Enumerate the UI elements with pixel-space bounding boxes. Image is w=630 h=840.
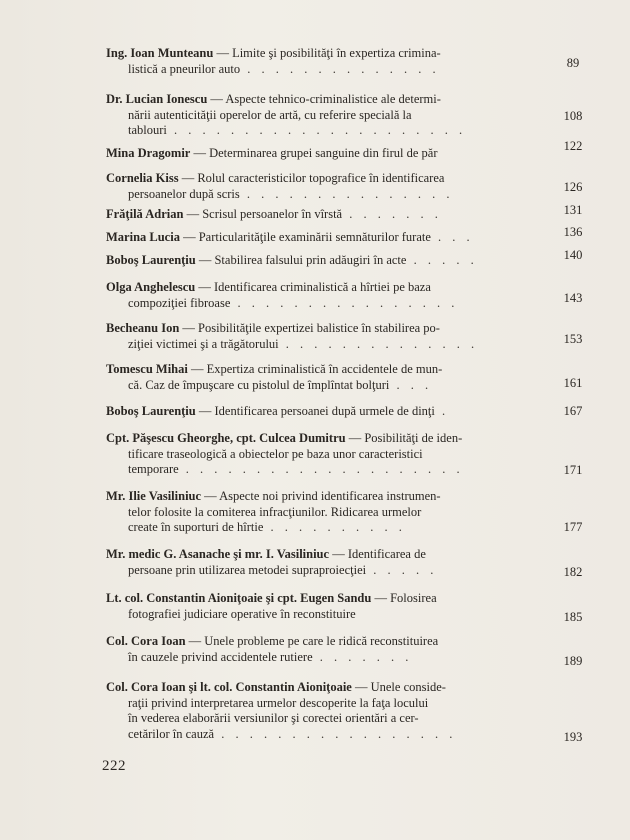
toc-author: Frăţilă Adrian xyxy=(106,207,184,221)
toc-title-line: cetărilor în cauză . . . . . . . . . . . . . . . . . xyxy=(128,726,457,741)
toc-entry: Frăţilă Adrian — Scrisul persoanelor în vîrstă . . . . . . . xyxy=(106,207,442,221)
toc-page-number: 161 xyxy=(563,376,583,390)
toc-entry xyxy=(106,321,546,352)
toc-author: Marina Lucia xyxy=(106,230,180,244)
toc-title-line: raţii privind interpretarea urmelor descoperite la faţa locului xyxy=(128,695,429,710)
toc-author: Olga Anghelescu xyxy=(106,280,196,294)
toc-entry xyxy=(106,362,546,393)
toc-page-number: 189 xyxy=(563,654,583,668)
toc-page-number: 182 xyxy=(563,565,583,579)
toc-title-line: — Determinarea grupei sanguine din firul de păr xyxy=(190,146,438,160)
toc-author: Becheanu Ion xyxy=(106,321,180,335)
toc-page-number: 143 xyxy=(563,291,583,305)
toc-title-line: — Posibilităţi de iden- xyxy=(345,431,463,445)
toc-title-line: — Limite şi posibilităţi în expertiza crimina- xyxy=(213,46,441,60)
toc-title-line: temporare . . . . . . . . . . . . . . . . . . . . xyxy=(128,462,464,476)
toc-entry xyxy=(106,547,546,578)
toc-author: Dr. Lucian Ionescu xyxy=(106,92,208,106)
toc-title-line: — Aspecte tehnico-criminalistice ale determi- xyxy=(207,92,441,106)
toc-entry xyxy=(106,280,546,311)
toc-entry xyxy=(106,634,546,665)
toc-title-line: — Identificarea de xyxy=(329,547,426,561)
toc-entry: Marina Lucia — Particularităţile examinării semnăturilor furate . . . xyxy=(106,230,474,244)
toc-title-line: că. Caz de împuşcare cu pistolul de împlîntat bolţuri . . . xyxy=(128,377,433,392)
toc-entry xyxy=(106,680,546,742)
toc-title-line: compoziţiei fibroase . . . . . . . . . . . . . . . . xyxy=(128,295,459,310)
toc-title-line: fotografiei judiciare operative în reconstituire xyxy=(128,606,356,621)
toc-entry xyxy=(106,146,546,162)
toc-title-line: — Unele conside- xyxy=(351,680,446,694)
toc-author: Mr. Ilie Vasiliniuc xyxy=(106,489,202,503)
toc-title-line: în vederea elaborării versiunilor şi corectei orientări a cer- xyxy=(128,711,419,725)
toc-author: Lt. col. Constantin Aioniţoaie şi cpt. Eugen Sandu xyxy=(106,591,372,605)
toc-author: Cornelia Kiss xyxy=(106,171,179,185)
toc-entry xyxy=(106,171,546,202)
toc-title-line: — Particularităţile examinării semnăturilor furate xyxy=(179,230,431,244)
toc-author: Cpt. Păşescu Gheorghe, cpt. Culcea Dumitru xyxy=(106,431,346,445)
toc-author: Boboş Laurenţiu xyxy=(106,253,196,267)
toc-page-number: 193 xyxy=(563,730,583,744)
toc-title-line: — Expertiza criminalistică în accidentele de mun- xyxy=(187,362,443,376)
toc-title-line: în cauzele privind accidentele rutiere . . . . . . . xyxy=(128,649,413,664)
toc-title-line: — Folosirea xyxy=(371,591,437,605)
toc-author: Mr. medic G. Asanache şi mr. I. Vasiliniuc xyxy=(106,547,330,561)
page-number: 222 xyxy=(102,758,126,774)
toc-title-line: ziţiei victimei şi a trăgătorului . . . . . . . . . . . . . . xyxy=(128,336,479,351)
toc-page-number: 140 xyxy=(563,248,583,262)
toc-title-line: create în suporturi de hîrtie . . . . . . . . . . xyxy=(128,520,406,534)
toc-page-number: 167 xyxy=(563,404,583,418)
toc-entry xyxy=(106,92,546,139)
toc-entry xyxy=(106,46,546,77)
toc-author: Col. Cora Ioan şi lt. col. Constantin Aioniţoaie xyxy=(106,680,352,694)
toc-title-line: — Rolul caracteristicilor topografice în identificarea xyxy=(178,171,445,185)
toc-title-line: persoanelor după scris . . . . . . . . . . . . . . . xyxy=(128,186,454,201)
toc-author: Tomescu Mihai xyxy=(106,362,188,376)
toc-title-line: persoane prin utilizarea metodei supraproiecţiei . . . . . xyxy=(128,562,438,577)
toc-title-line: nării autenticităţii operelor de artă, cu referire specială la xyxy=(128,107,412,122)
toc-author: Boboş Laurenţiu xyxy=(106,404,196,418)
toc-page-number: 177 xyxy=(563,520,583,534)
toc-page-number: 108 xyxy=(563,109,583,123)
toc-title-line: — Stabilirea falsului prin adăugiri în acte xyxy=(195,253,407,267)
toc-page-number: 136 xyxy=(563,225,583,239)
toc-title-line: — Identificarea persoanei după urmele de dinţi xyxy=(195,404,435,418)
toc-author: Col. Cora Ioan xyxy=(106,634,186,648)
toc-author: Mina Dragomir xyxy=(106,146,191,160)
toc-title-line: listică a pneurilor auto . . . . . . . . . . . . . . xyxy=(128,61,440,76)
toc-entry: Boboş Laurenţiu — Identificarea persoanei după urmele de dinţi . xyxy=(106,404,450,418)
toc-entry xyxy=(106,591,546,622)
toc-title-line: — Scrisul persoanelor în vîrstă xyxy=(183,207,343,221)
toc-title-line: tablouri . . . . . . . . . . . . . . . . . . . . . xyxy=(128,123,467,137)
toc-title-line: — Posibilităţile expertizei balistice în stabilirea po- xyxy=(179,321,440,335)
toc-page-number: 89 xyxy=(566,56,580,70)
toc-page-number: 153 xyxy=(563,332,583,346)
toc-page-number: 185 xyxy=(563,610,583,624)
toc-title-line: telor folosite la comiterea infracţiunilor. Ridicarea urmelor xyxy=(128,504,422,519)
toc-entry xyxy=(106,431,546,478)
toc-title-line: tificare traseologică a obiectelor pe baza unor caracteristici xyxy=(128,446,423,461)
toc-entry xyxy=(106,489,546,536)
toc-author: Ing. Ioan Munteanu xyxy=(106,46,214,60)
toc-page-number: 131 xyxy=(563,203,583,217)
toc-page-number: 126 xyxy=(563,180,583,194)
toc-page-number: 171 xyxy=(563,463,583,477)
toc-title-line: — Aspecte noi privind identificarea instrumen- xyxy=(201,489,441,503)
toc-page-number: 122 xyxy=(563,139,583,153)
toc-title-line: — Unele probleme pe care le ridică reconstituirea xyxy=(185,634,439,648)
toc-title-line: — Identificarea criminalistică a hîrtiei pe baza xyxy=(195,280,431,294)
toc-entry: Boboş Laurenţiu — Stabilirea falsului prin adăugiri în acte . . . . . xyxy=(106,253,478,267)
